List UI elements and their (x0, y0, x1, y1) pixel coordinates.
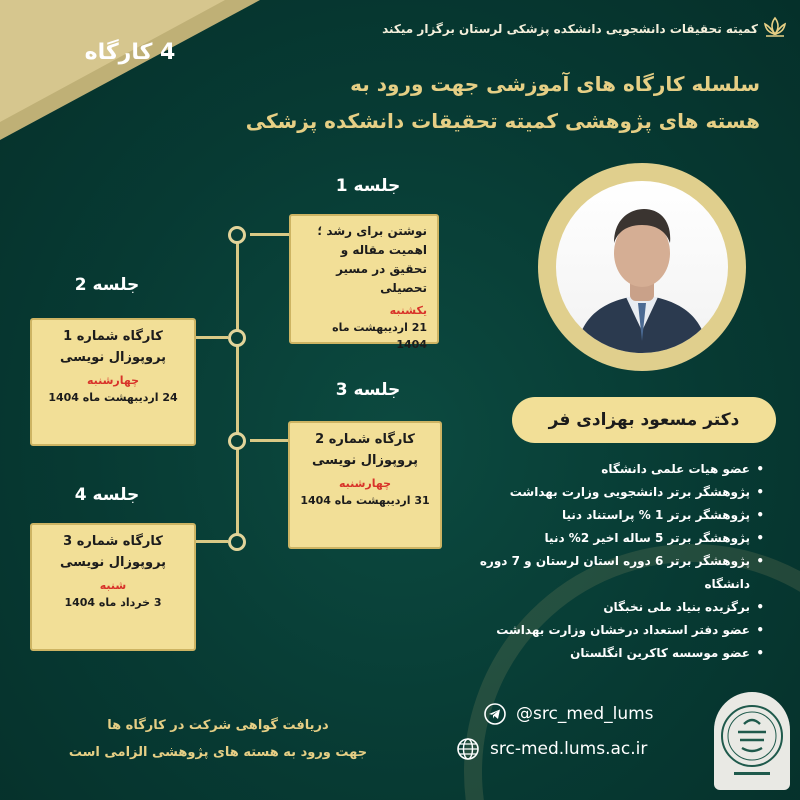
timeline-dot-1 (228, 226, 246, 244)
session-label-4: جلسه 4 (74, 485, 140, 505)
telegram-icon (484, 703, 506, 725)
session-date: 31 اردیبهشت ماه 1404 (300, 494, 430, 507)
credential-item: • عضو هیات علمی دانشگاه (434, 458, 764, 481)
session-day: شنبه (99, 579, 127, 592)
certificate-note-line-1: دریافت گواهی شرکت در کارگاه ها (107, 718, 329, 733)
credential-item: • برگزیده بنیاد ملی نخبگان (434, 596, 764, 619)
speaker-portrait-icon (556, 181, 728, 353)
credential-item: • عضو دفتر استعداد درخشان وزارت بهداشت (434, 619, 764, 642)
speaker-name: دکتر مسعود بهزادی فر (512, 397, 776, 443)
lotus-logo-icon (762, 16, 788, 38)
session-card-3 (288, 421, 442, 549)
session-card-2 (30, 318, 196, 446)
connector-4 (196, 540, 228, 543)
certificate-note (28, 712, 408, 766)
timeline-line (236, 233, 239, 543)
connector-1 (250, 233, 290, 236)
timeline-dot-3 (228, 432, 246, 450)
session-label-2: جلسه 2 (74, 275, 140, 295)
session-day: یکشنبه (389, 304, 427, 317)
session-day: چهارشنبه (86, 374, 140, 387)
website-contact[interactable] (456, 737, 647, 761)
session-label-3: جلسه 3 (335, 380, 401, 400)
committee-logo (714, 692, 790, 790)
session-card-1 (289, 214, 439, 351)
telegram-contact[interactable] (484, 702, 654, 726)
session-day: چهارشنبه (338, 477, 392, 490)
timeline-dot-2 (228, 329, 246, 347)
credential-item: • پژوهشگر برتر 6 دوره استان لرستان و 7 دوره دانشگاه (434, 550, 764, 596)
connector-2 (196, 336, 228, 339)
credential-item: • پژوهشگر برتر 1 % پراستناد دنیا (434, 504, 764, 527)
session-title: کارگاه شماره 2 پروپوزال نویسی (311, 432, 419, 468)
committee-emblem-icon (714, 692, 790, 790)
speaker-photo (556, 181, 728, 353)
session-label-1: جلسه 1 (335, 176, 401, 196)
session-date: 21 اردیبهشت ماه 1404 (332, 321, 427, 351)
workshop-count-badge: 4 کارگاه (84, 40, 176, 65)
title-line-2: هسته های پژوهشی کمیته تحقیقات دانشکده پزشکی (245, 109, 760, 133)
telegram-handle[interactable]: @src_med_lums (516, 704, 654, 724)
certificate-note-line-2: جهت ورود به هسته های پژوهشی الزامی است (68, 745, 368, 760)
page-title (200, 66, 760, 140)
session-card-4 (30, 523, 196, 651)
organizer-text: کمیته تحقیقات دانشجویی دانشکده پزشکی لرستان برگزار میکند (382, 22, 758, 36)
website-url[interactable]: src-med.lums.ac.ir (490, 739, 648, 759)
credential-item: • پژوهشگر برتر دانشجویی وزارت بهداشت (434, 481, 764, 504)
connector-3 (250, 439, 288, 442)
session-date: 3 خرداد ماه 1404 (64, 596, 162, 609)
session-title: کارگاه شماره 1 پروپوزال نویسی (59, 329, 167, 365)
credential-item: • پژوهشگر برتر 5 ساله اخیر 2% دنیا (434, 527, 764, 550)
session-title: نوشتن برای رشد ؛ اهمیت مقاله و تحقیق در مسیر تحصیلی (317, 224, 427, 295)
session-title: کارگاه شماره 3 پروپوزال نویسی (59, 534, 167, 570)
speaker-credentials (434, 458, 764, 665)
timeline-dot-4 (228, 533, 246, 551)
globe-icon (456, 737, 480, 761)
session-date: 24 اردیبهشت ماه 1404 (48, 391, 178, 404)
title-line-1: سلسله کارگاه های آموزشی جهت ورود به (350, 72, 760, 96)
credential-item: • عضو موسسه کاکرین انگلستان (434, 642, 764, 665)
